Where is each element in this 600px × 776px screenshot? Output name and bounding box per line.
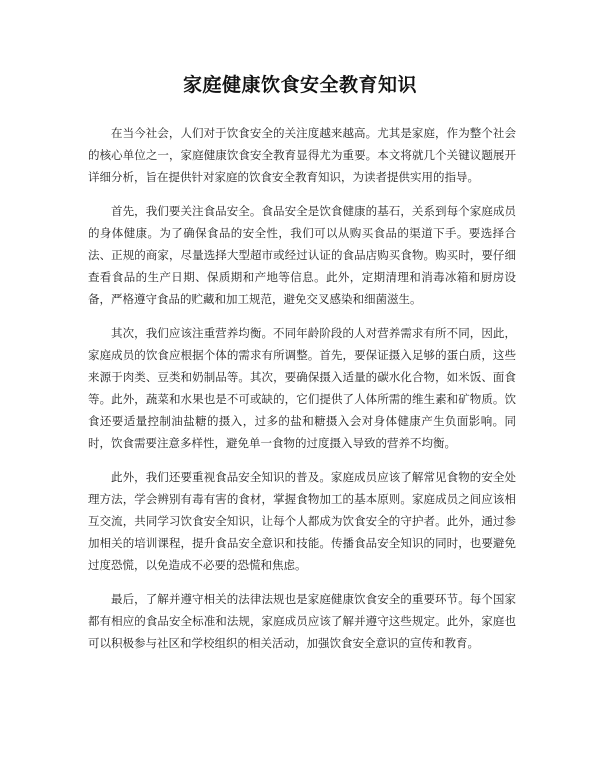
paragraph-knowledge: 此外，我们还要重视食品安全知识的普及。家庭成员应该了解常见食物的安全处理方法，学会辨别有毒有害的食材，掌握食物加工的基本原则。家庭成员之间应该相互交流，共同学习饮食安全知识，让每个人都成为饮食安全的守护者。此外，通过参加相关的培训课程，提升食品安全意识和技能。传播食品安全知识的同时，也要避免过度恐慌，以免造成不必要的恐慌和焦虑。 xyxy=(88,470,516,572)
document-title: 家庭健康饮食安全教育知识 xyxy=(182,74,417,96)
document-body xyxy=(88,122,516,666)
paragraph-nutrition: 其次，我们应该注重营养均衡。不同年龄阶段的人对营养需求有所不同，因此，家庭成员的饮食应根据个体的需求有所调整。首先，要保证摄入足够的蛋白质，这些来源于肉类、豆类和奶制品等。其次，要确保摄入适量的碳水化合物，如米饭、面食等。此外，蔬菜和水果也是不可或缺的，它们提供了人体所需的维生素和矿物质。饮食还要适量控制油盐糖的摄入，过多的盐和糖摄入会对身体健康产生负面影响。同时，饮食需要注意多样性，避免单一食物的过度摄入导致的营养不均衡。 xyxy=(88,326,516,450)
paragraph-regulations: 最后，了解并遵守相关的法律法规也是家庭健康饮食安全的重要环节。每个国家都有相应的食品安全标准和法规，家庭成员应该了解并遵守这些规定。此外，家庭也可以积极参与社区和学校组织的相关活动，加强饮食安全意识的宣传和教育。 xyxy=(88,592,516,650)
paragraph-food-safety: 首先，我们要关注食品安全。食品安全是饮食健康的基石，关系到每个家庭成员的身体健康。为了确保食品的安全性，我们可以从购买食品的渠道下手。要选择合法、正规的商家，尽量选择大型超市或经过认证的食品店购买食物。购买时，要仔细查看食品的生产日期、保质期和产地等信息。此外，定期清理和消毒冰箱和厨房设备，严格遵守食品的贮藏和加工规范，避免交叉感染和细菌滋生。 xyxy=(88,204,516,306)
paragraph-intro: 在当今社会，人们对于饮食安全的关注度越来越高。尤其是家庭，作为整个社会的核心单位之一，家庭健康饮食安全教育显得尤为重要。本文将就几个关键议题展开详细分析，旨在提供针对家庭的饮食安全教育知识，为读者提供实用的指导。 xyxy=(88,126,516,184)
